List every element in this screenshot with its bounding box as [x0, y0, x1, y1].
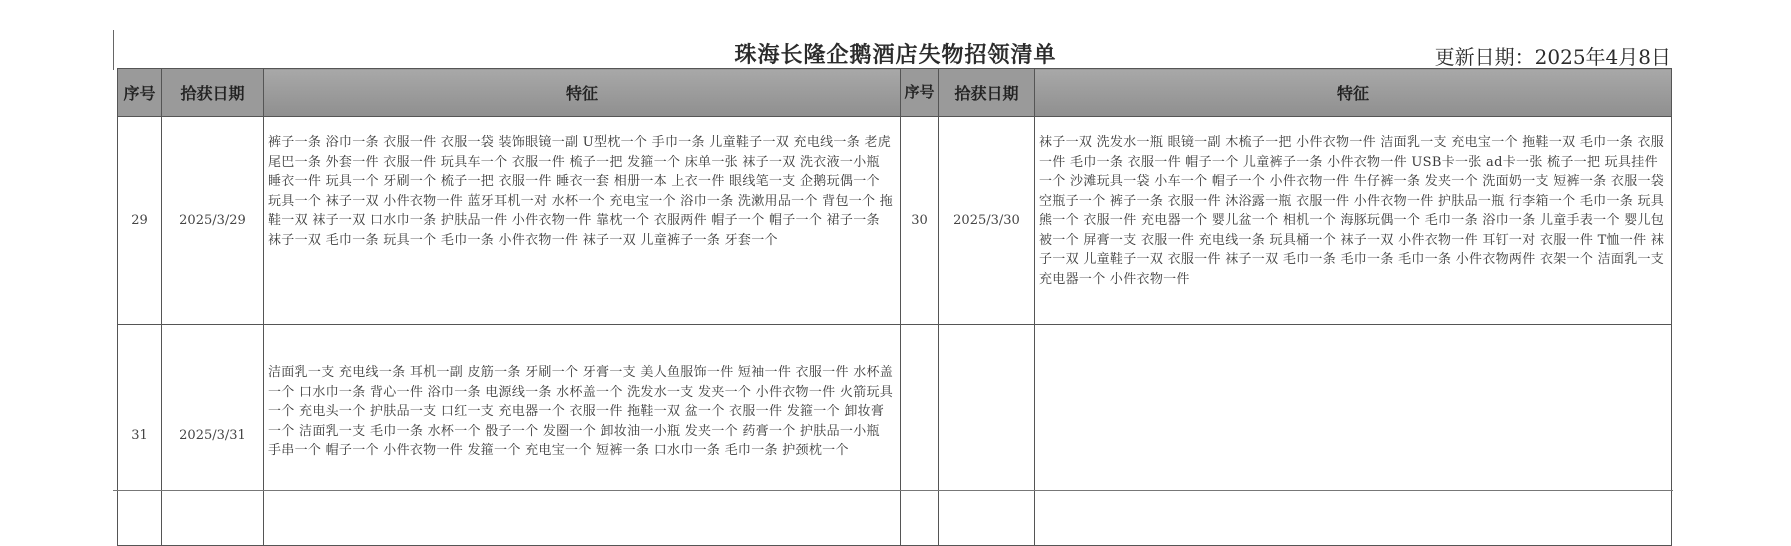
row-feature-2: 袜子一双 洗发水一瓶 眼镜一副 木梳子一把 小件衣物一件 洁面乳一支 充电宝一个 拖鞋一双 毛巾一条 衣服一件 毛巾一条 衣服一件 帽子一个 儿童裤子一条 小件衣物一件 USB卡一张 ad卡一张 梳子一把 玩具挂件一个 沙滩玩具一袋 小车一个 帽子一个 小件衣物一件 牛仔裤一条 发夹一个 洗面奶一支 短裤一条 衣服一袋 空瓶子一个 裤子一条 衣服一件 沐浴露一瓶 衣服一件 小件衣物一件 护肤品一瓶 行李箱一个 毛巾一条 玩具熊一个 衣服一件 充电器一个 婴儿盆一个 相机一个 海豚玩偶一个 毛巾一条 浴巾一条 儿童手表一个 婴儿包被一个 屏膏一支 衣服一件 充电线一条 玩具桶一个 袜子一双 小件衣物一件 耳钉一对 衣服一件 T恤一件 袜子一双 儿童鞋子一双 衣服一件 袜子一双 毛巾一条 毛巾一条 毛巾一条 小件衣物两件 衣架一个 洁面乳一支 充电器一个 小件衣物一件	[1035, 117, 1672, 325]
row-date: 2025/3/29	[162, 117, 264, 325]
row-date-2	[939, 325, 1035, 546]
row-feature: 裤子一条 浴巾一条 衣服一件 衣服一袋 装饰眼镜一副 U型枕一个 手巾一条 儿童鞋子一双 充电线一条 老虎尾巴一条 外套一件 衣服一件 玩具车一个 衣服一件 梳子一把 发箍一个 床单一张 袜子一双 洗衣液一小瓶 睡衣一件 玩具一个 牙刷一个 梳子一把 衣服一件 睡衣一套 相册一本 上衣一件 眼线笔一支 企鹅玩偶一个 玩具一个 袜子一双 小件衣物一件 蓝牙耳机一对 水杯一个 充电宝一个 浴巾一条 洗漱用品一个 背包一个 拖鞋一双 袜子一双 口水巾一条 护肤品一件 小件衣物一件 靠枕一个 衣服两件 帽子一个 帽子一个 裙子一条 袜子一双 毛巾一条 玩具一个 毛巾一条 小件衣物一件 袜子一双 儿童裤子一条 牙套一个	[264, 117, 901, 325]
row-seq: 29	[118, 117, 162, 325]
table-row	[118, 325, 1672, 546]
row-date: 2025/3/31	[162, 325, 264, 546]
row-seq-2	[901, 325, 939, 546]
table-row	[118, 117, 1672, 325]
row-date-2: 2025/3/30	[939, 117, 1035, 325]
row-feature: 洁面乳一支 充电线一条 耳机一副 皮筋一条 牙刷一个 牙膏一支 美人鱼服饰一件 短袖一件 衣服一件 水杯盖一个 口水巾一条 背心一件 浴巾一条 电源线一条 水杯盖一个 洗发水一支 发夹一个 小件衣物一件 火箭玩具一个 充电头一个 护肤品一支 口红一支 充电器一个 衣服一件 拖鞋一双 盆一个 衣服一件 发箍一个 卸妆膏一个 洁面乳一支 毛巾一条 水杯一个 骰子一个 发圈一个 卸妆油一小瓶 发夹一个 药膏一个 护肤品一小瓶 手串一个 帽子一个 小件衣物一件 发箍一个 充电宝一个 短裤一条 口水巾一条 毛巾一条 护颈枕一个	[264, 325, 901, 546]
header-row	[118, 69, 1672, 117]
header-feature-2: 特征	[1035, 69, 1672, 117]
header-seq-2: 序号	[901, 69, 939, 117]
page-bottom-edge	[113, 490, 1673, 491]
row-feature-2	[1035, 325, 1672, 546]
header-date-2: 拾获日期	[939, 69, 1035, 117]
row-seq: 31	[118, 325, 162, 546]
header-feature: 特征	[264, 69, 901, 117]
update-date: 更新日期：2025年4月8日	[1434, 45, 1671, 69]
page-title: 珠海长隆企鹅酒店失物招领清单	[734, 43, 1057, 68]
header-date: 拾获日期	[162, 69, 264, 117]
row-seq-2: 30	[901, 117, 939, 325]
lost-found-table	[117, 68, 1672, 546]
header-seq: 序号	[118, 69, 162, 117]
